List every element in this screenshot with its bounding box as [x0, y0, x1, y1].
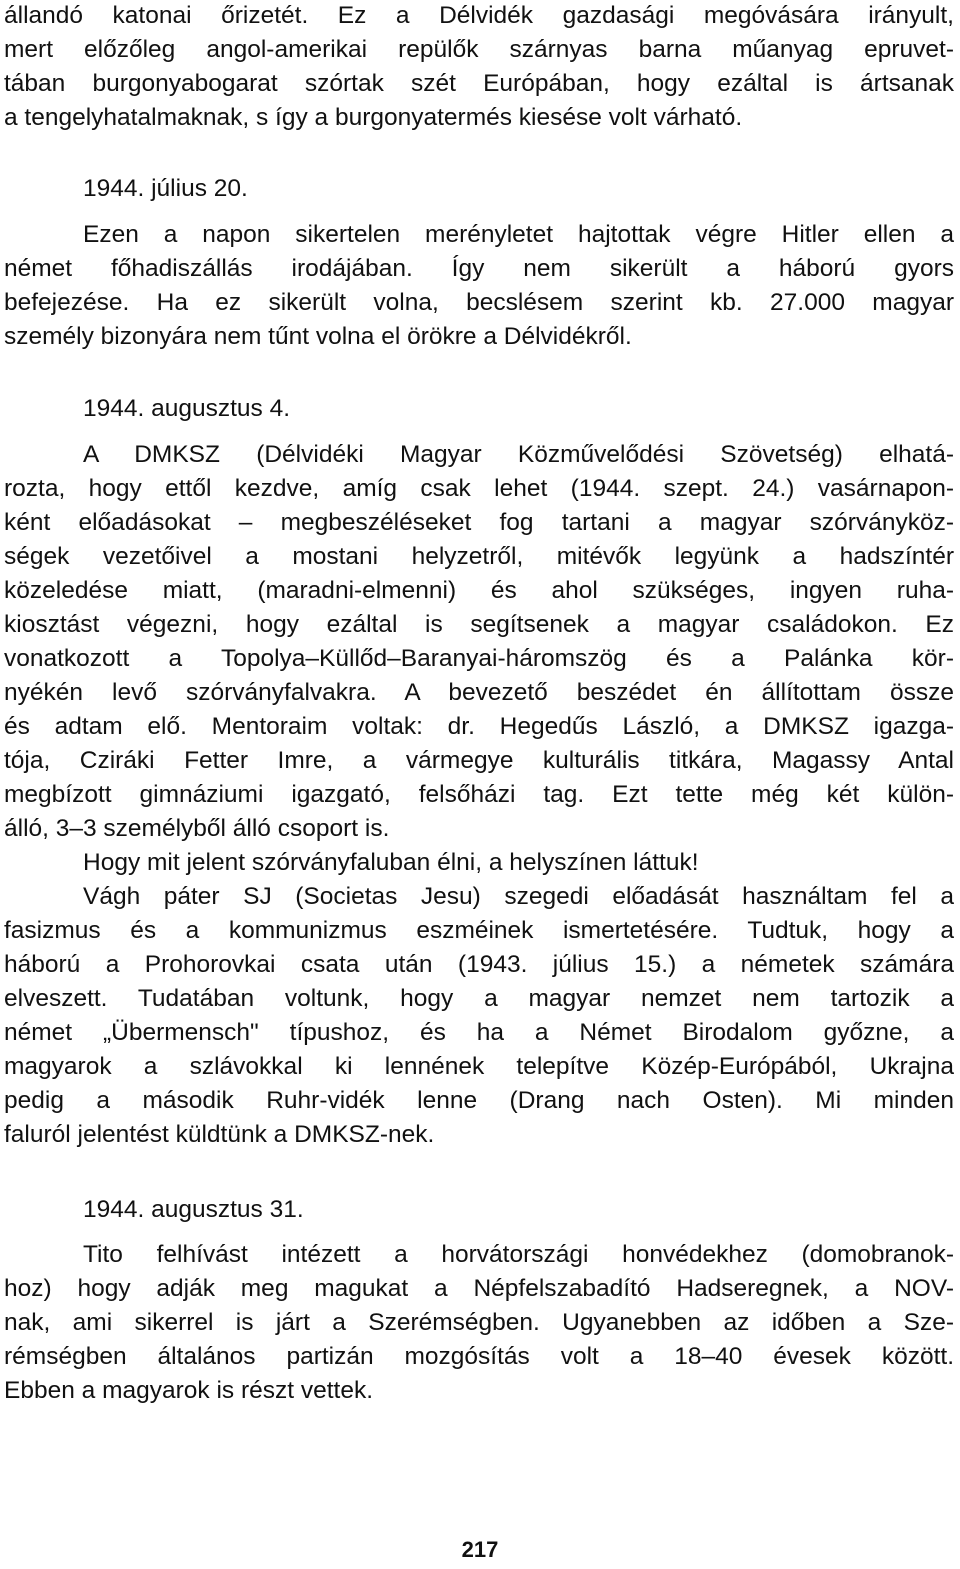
text-line: Vágh páter SJ (Societas Jesu) szegedi előadását használtam fel a: [83, 883, 954, 910]
text-line: tában burgonyabogarat szórtak szét Európában, hogy ezáltal is ártsanak: [4, 70, 954, 97]
entry-paragraph: [4, 218, 954, 354]
text-line: közeledése miatt, (maradni-elmenni) és ahol szükséges, ingyen ruha-: [4, 577, 954, 604]
text-line: megbízott gimnáziumi igazgató, felsőházi tag. Ezt tette még két külön-: [4, 781, 954, 808]
text-line: hoz) hogy adják meg magukat a Népfelszabadító Hadseregnek, a NOV-: [4, 1275, 954, 1302]
entry-date: 1944. augusztus 4.: [83, 395, 291, 422]
text-line: ségek vezetőivel a mostani helyzetről, mitévők legyünk a hadszíntér: [4, 543, 954, 570]
text-line: német „Übermensch" típushoz, és ha a Német Birodalom győzne, a: [4, 1019, 954, 1046]
text-line: faluról jelentést küldtünk a DMKSZ-nek.: [4, 1121, 435, 1148]
text-line: pedig a második Ruhr-vidék lenne (Drang nach Osten). Mi minden: [4, 1087, 954, 1114]
text-line: tója, Cziráki Fetter Imre, a vármegye kulturális titkára, Magassy Antal: [4, 747, 954, 774]
text-line: Tito felhívást intézett a horvátországi honvédekhez (domobranok-: [83, 1241, 954, 1268]
text-line: kiosztást végezni, hogy ezáltal is segítsenek a magyar családokon. Ez: [4, 611, 954, 638]
text-line: mert előzőleg angol-amerikai repülők szárnyas barna műanyag epruvet-: [4, 36, 954, 63]
text-line: vonatkozott a Topolya–Küllőd–Baranyai-háromszög és a Palánka kör-: [4, 645, 954, 672]
text-line: rozta, hogy ettől kezdve, amíg csak lehet (1944. szept. 24.) vasárnapon-: [4, 475, 954, 502]
entry-date: 1944. július 20.: [83, 175, 248, 202]
text-line: nak, ami sikerrel is járt a Szerémségben. Ugyanebben az időben a Sze-: [4, 1309, 954, 1336]
intro-paragraph: [4, 0, 954, 135]
text-line: személy bizonyára nem tűnt volna el örökre a Délvidékről.: [4, 323, 632, 350]
text-line: álló, 3–3 személyből álló csoport is.: [4, 815, 390, 842]
text-line: Ezen a napon sikertelen merényletet hajtottak végre Hitler ellen a: [83, 221, 954, 248]
entry-paragraph: [4, 1238, 954, 1408]
text-line: állandó katonai őrizetét. Ez a Délvidék gazdasági megóvására irányult,: [4, 2, 954, 29]
text-line: Ebben a magyarok is részt vettek.: [4, 1377, 374, 1404]
text-line: elveszett. Tudatában voltunk, hogy a magyar nemzet nem tartozik a: [4, 985, 954, 1012]
text-line: befejezése. Ha ez sikerült volna, becslésem szerint kb. 27.000 magyar: [4, 289, 954, 316]
page-number: 217: [461, 1537, 499, 1562]
text-line: Hogy mit jelent szórványfaluban élni, a helyszínen láttuk!: [83, 849, 699, 876]
text-line: a tengelyhatalmaknak, s így a burgonyatermés kiesése volt várható.: [4, 104, 743, 131]
text-line: ként előadásokat – megbeszéléseket fog tartani a magyar szórványköz-: [4, 509, 954, 536]
text-line: német főhadiszállás irodájában. Így nem sikerült a háború gyors: [4, 255, 954, 282]
entry-date: 1944. augusztus 31.: [83, 1196, 304, 1223]
entry-paragraph: [4, 438, 954, 1152]
text-line: háború a Prohorovkai csata után (1943. július 15.) a németek számára: [4, 951, 954, 978]
text-line: nyékén levő szórványfalvakra. A bevezető beszédet én állítottam össze: [4, 679, 954, 706]
text-line: magyarok a szlávokkal ki lennének telepítve Közép-Európából, Ukrajna: [4, 1053, 954, 1080]
text-line: rémségben általános partizán mozgósítás volt a 18–40 évesek között.: [4, 1343, 954, 1370]
text-line: A DMKSZ (Délvidéki Magyar Közművelődési Szövetség) elhatá-: [83, 441, 954, 468]
text-line: és adtam elő. Mentoraim voltak: dr. Hegedűs László, a DMKSZ igazga-: [4, 713, 954, 740]
text-line: fasizmus és a kommunizmus eszméinek ismertetésére. Tudtuk, hogy a: [4, 917, 954, 944]
